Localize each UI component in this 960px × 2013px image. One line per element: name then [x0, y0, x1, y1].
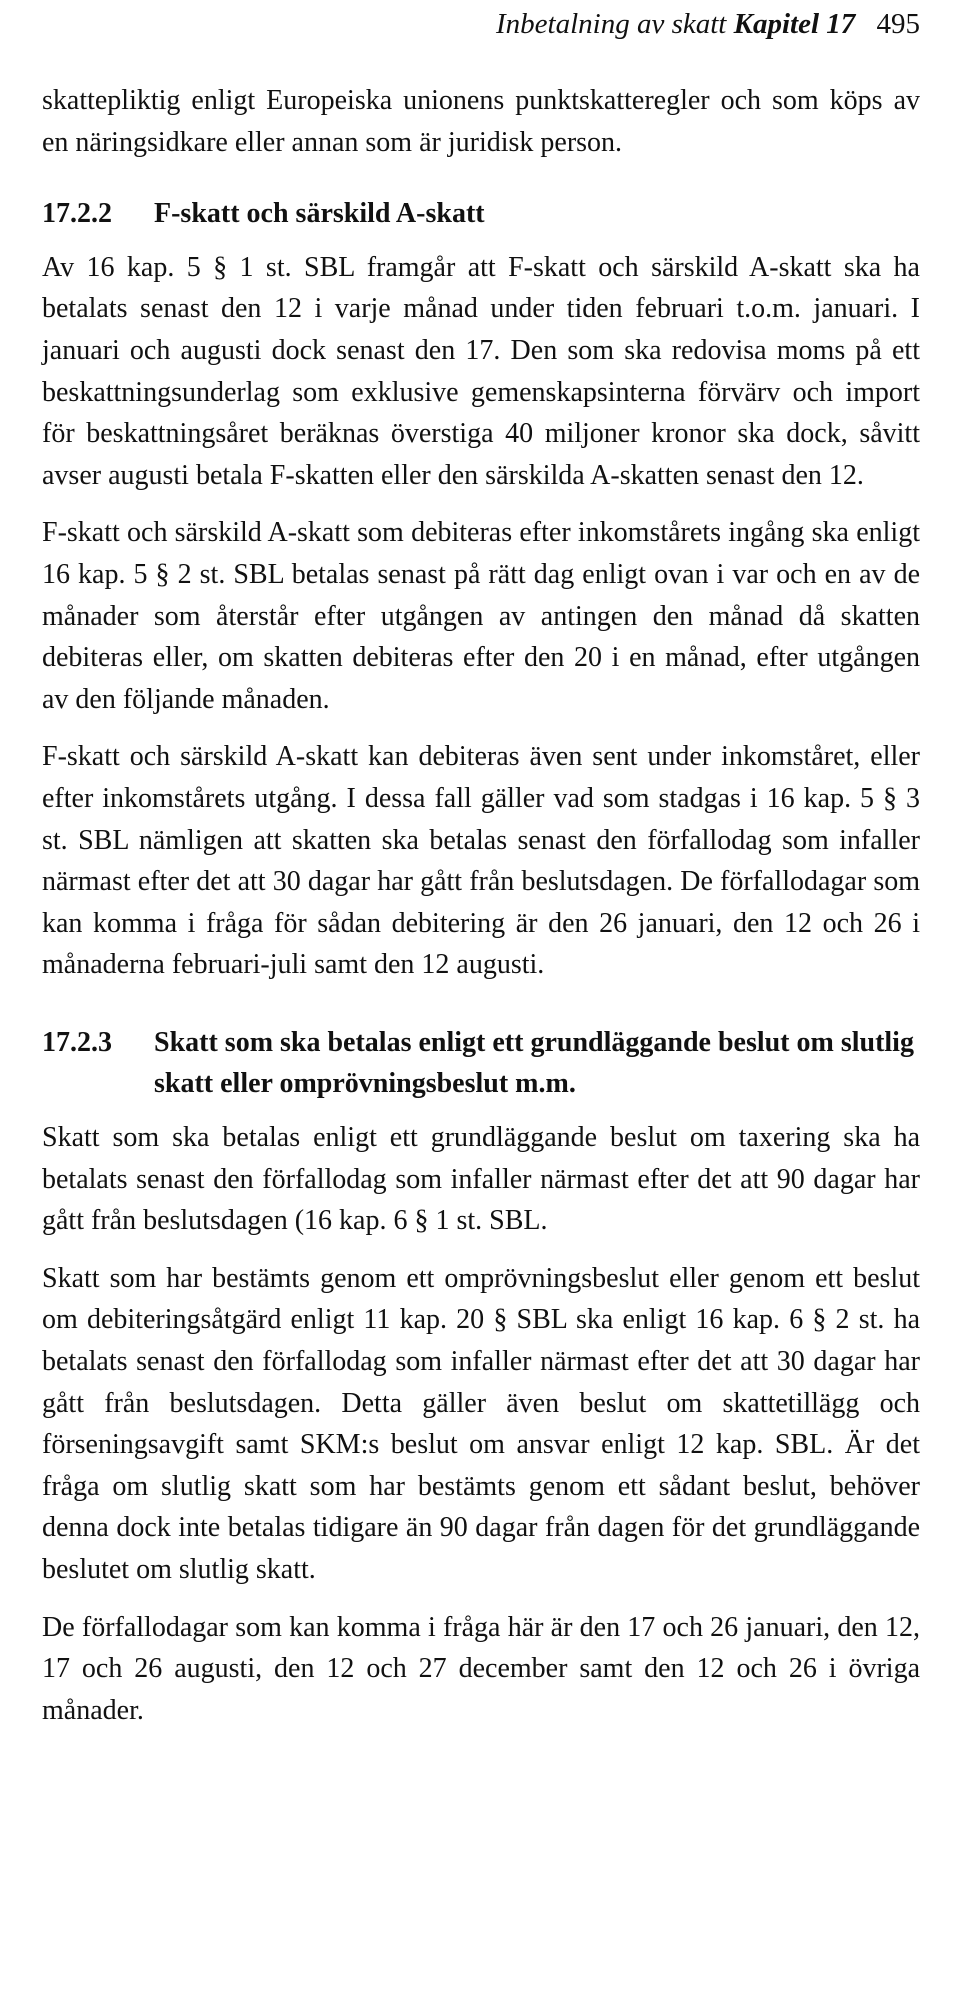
section-number: 17.2.2: [42, 198, 112, 230]
paragraph-fskatt-after-start: F-skatt och särskild A-skatt som debiteras efter inkomstårets ingång ska enligt 16 kap. 5 § 2 st. SBL betalas senast på rätt dag enligt ovan i var och en av de månader som återstår efter utgången av antingen den månad då skatten debiteras eller, om skatten debiteras efter den 20 i en månad, efter utgången av den följande månaden.: [42, 517, 920, 715]
paragraph-fskatt-late-debit: F-skatt och särskild A-skatt kan debiteras även sent under inkomståret, eller efter inkomstårets utgång. I dessa fall gäller vad som stadgas i 16 kap. 5 § 3 st. SBL nämligen att skatten ska betalas senast den förfallodag som infaller närmast efter det att 30 dagar har gått från beslutsdagen. De förfallodagar som kan komma i fråga för sådan debitering är den 26 januari, den 12 och 26 i månaderna februari-juli samt den 12 augusti.: [42, 741, 920, 981]
paragraph-due-days: De förfallodagar som kan komma i fråga här är den 17 och 26 januari, den 12, 17 och 26 augusti, den 12 och 27 december samt den 12 och 26 i övriga månader.: [42, 1611, 920, 1726]
section-title: F-skatt och särskild A-skatt: [154, 198, 485, 230]
page-body: [42, 80, 920, 1747]
section-heading-17-2-3: [42, 1022, 920, 1105]
page-number: 495: [876, 8, 920, 40]
running-title: Inbetalning av skatt: [496, 8, 727, 40]
chapter-label: Kapitel 17: [733, 8, 856, 40]
intro-paragraph: skattepliktig enligt Europeiska unionens punktskatteregler och som köps av en näringsidkare eller annan som är juridisk person.: [42, 85, 920, 158]
running-header: [496, 6, 920, 42]
section-number: 17.2.3: [42, 1026, 112, 1058]
paragraph-basic-decision: Skatt som ska betalas enligt ett grundläggande beslut om taxering ska ha betalats senast den förfallodag som infaller närmast efter det att 90 dagar har gått från beslutsdagen (16 kap. 6 § 1 st. SBL.: [42, 1122, 920, 1237]
paragraph-reassessment: Skatt som har bestämts genom ett omprövningsbeslut eller genom ett beslut om debiteringsåtgärd enligt 11 kap. 20 § SBL ska enligt 16 kap. 6 § 2 st. ha betalats senast den förfallodag som infaller närmast efter det att 30 dagar har gått från beslutsdagen. Detta gäller även beslut om skattetillägg och förseningsavgift samt SKM:s beslut om ansvar enligt 12 kap. SBL. Är det fråga om slutlig skatt som har bestämts genom ett sådant beslut, behöver denna dock inte betalas tidigare än 90 dagar från dagen för det grundläggande beslutet om slutlig skatt.: [42, 1262, 920, 1585]
paragraph-fskatt-due-dates: Av 16 kap. 5 § 1 st. SBL framgår att F-skatt och särskild A-skatt ska ha betalats senast den 12 i varje månad under tiden februari t.o.m. januari. I januari och augusti dock senast den 17. Den som ska redovisa moms på ett beskattningsunderlag som exklusive gemenskapsinterna förvärv och import för beskattningsåret beräknas överstiga 40 miljoner kronor ska dock, såvitt avser augusti betala F-skatten eller den särskilda A-skatten senast den 12.: [42, 251, 920, 491]
section-heading-17-2-2: [42, 193, 920, 235]
section-title: Skatt som ska betalas enligt ett grundläggande beslut om slutlig skatt eller omprövningsbeslut m.m.: [154, 1026, 914, 1100]
